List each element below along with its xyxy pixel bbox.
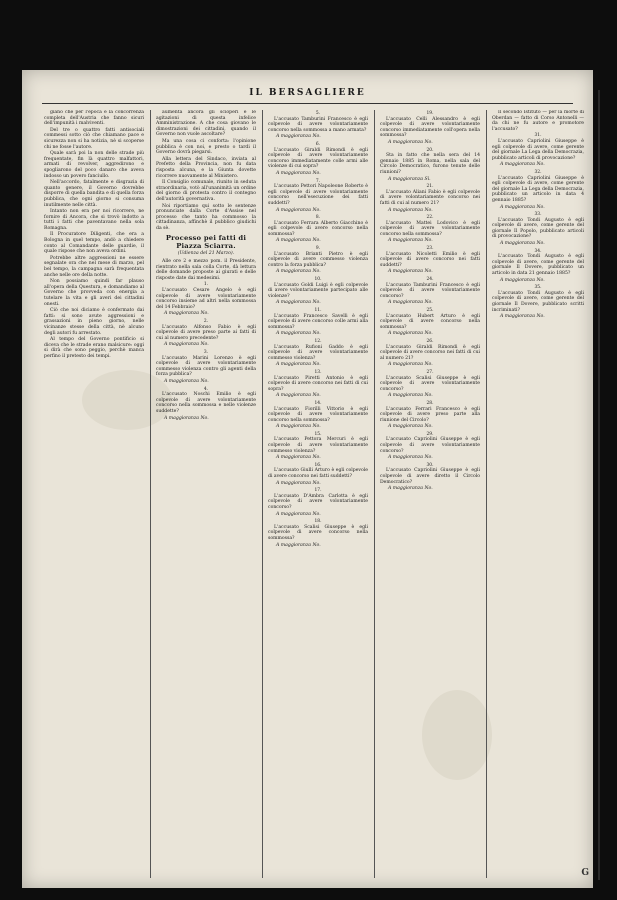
verdict-number: 34.: [534, 248, 542, 254]
verdict-question: L'accusato Brianti Pietro è egli colpevole di avere commesso violenza contro la forza pubblica?: [268, 251, 368, 268]
verdict-number: 20.: [426, 147, 434, 153]
verdict-question: L'accusato Nicoletti Emilio è egli colpevole di avere concorso nei fatti suddetti?: [380, 251, 480, 268]
paragraph: Ma una cosa ci conforta: l'opinione pubblica è con noi, e presto o tardi il Governo dovrà piegarsi.: [156, 138, 256, 156]
verdict-item: [156, 282, 256, 317]
verdict-item: [268, 401, 368, 430]
verdict-item: [380, 339, 480, 368]
column-rule: [374, 110, 375, 878]
verdict-question: L'accusato Fiorilli Vittorio è egli colpevole di avere volontariamente concorso nella sommossa?: [268, 406, 368, 423]
verdict-item: [156, 387, 256, 422]
verdict-answer: A maggioranza No.: [276, 393, 321, 399]
verdict-answer: A maggioranza No.: [388, 238, 433, 244]
verdict-number: 16.: [314, 462, 322, 468]
verdict-number: 22.: [426, 215, 434, 221]
paragraph: Del tre o quattro fatti antisociali commessi sotto ciò che chiamano pace e sicurezza non si ha notizia, nè si scoperse chi ne fosse l'autore.: [44, 127, 144, 150]
verdict-question: L'accusato Tamburini Francesco è egli colpevole di avere volontariamente concorso?: [380, 282, 480, 299]
verdict-number: 32.: [534, 169, 542, 175]
verdict-number: 19.: [426, 111, 434, 116]
column-5: [492, 110, 584, 878]
verdict-number: 8.: [315, 215, 321, 221]
column-rule: [262, 110, 263, 878]
verdict-answer: A maggioranza No.: [500, 277, 545, 283]
verdict-question: L'accusato Giraldi Rimondi è egli colpevole di avere concorso nei fatti di cui al numero 21?: [380, 344, 480, 361]
verdict-question: L'accusato Capriolini Giuseppe è egli colpevole di avere, come gerente del giornale La Lega della Democrazia, pubblicato un articolo in data 4 gennaio 1885?: [492, 175, 584, 203]
verdict-answer: A maggioranza No.: [388, 207, 433, 213]
verdict-item: [156, 319, 256, 348]
paragraph: Nell'accordo, fatalmente e disgrazia di quanto genere, il Governo dovrebbe disporre di quella bandita e di quella forza pubblica, che ogni giorno si consuma inutilmente nelle città.: [44, 180, 144, 208]
verdict-item: [268, 215, 368, 244]
column-3: [268, 110, 368, 878]
verdict-item: [380, 246, 480, 275]
verdict-item: [268, 432, 368, 461]
verdict-question: L'accusato Tondi Augusto è egli colpevole di avere, come gerente del giornale Il Popolo, pubblicato articoli di provocazione?: [492, 217, 584, 240]
paragraph: Non possiamo quindi far plauso all'opera della Questura, e domandiamo al Governo che provveda con energia a tutelare la vita e gli averi dei cittadini onesti.: [44, 279, 144, 307]
verdict-question: L'accusato Giulli Arturo è egli colpevole di avere concorso nei fatti suddetti?: [268, 468, 368, 480]
paragraph: Il Procuratore Diligenti, che era a Bologna in quel tempo, andò a chiedere conto al Comandante delle guardie, il quale rispose che non aveva ordini.: [44, 232, 144, 255]
column-2: [156, 110, 256, 878]
verdict-answer: A maggioranza No.: [276, 170, 321, 176]
verdict-answer: A maggioranza No.: [276, 134, 321, 140]
verdict-number: 15.: [314, 431, 322, 437]
article-intro: Alle ore 2 e mezzo pom. il Presidente, rientrato nella sala colla Corte, dà lettura delle domande proposte ai giurati e delle risposte date dai medesimi.: [156, 259, 256, 281]
verdict-answer: A maggioranza No.: [164, 415, 209, 421]
verdict-number: 5.: [315, 111, 321, 116]
verdict-question: L'accusato Cesare Angelo è egli colpevole di avere volontariamente concorso insieme ad altri nella sommossa del 14 Febbraio?: [156, 288, 256, 310]
paragraph: Intanto non era per noi ricorrere, ne fornire di Ancora, che si trovò indotto a tutti i fatti che paventavano nella sola Romagna.: [44, 209, 144, 231]
column-intro: Il secondo Istituto — per la morte di Oberdan — fatto di Corso Antonelli — da chi ne fu autore e promotore l'accusato?: [492, 110, 584, 132]
paragraph: Il Consiglio comunale, riunito in seduta straordinaria, votò all'unanimità un ordine del giorno di protesta contro il contegno dell'autorità governativa.: [156, 180, 256, 202]
verdict-number: 17.: [314, 488, 322, 494]
verdict-number: 31.: [534, 133, 542, 139]
scan-edge: [594, 0, 617, 900]
verdict-item: [268, 488, 368, 517]
verdict-item: [492, 170, 584, 210]
header-rule: [42, 103, 573, 104]
verdict-number: 30.: [426, 462, 434, 468]
verdict-question: L'accusato Capriolini Giuseppe è egli colpevole di avere, come gerente del giornale La Lega della Democrazia, pubblicato articoli di provocazione?: [492, 138, 584, 161]
verdict-question: L'accusato Celli Alessandro è egli colpevole di avere volontariamente concorso immediatamente coll'opera nella sommossa?: [380, 116, 480, 139]
verdict-question: Sta in fatto che nella sera del 14 gennaio 1885 in Roma, nella sala del Circolo Democratico, furono tenute delle riunioni?: [380, 153, 480, 175]
verdict-number: 4.: [203, 386, 209, 392]
paragraph: Potrebbe altre aggressioni ne essere segnalate ora che nel mese di marzo, pel bel tempo, la campagna sarà frequentata anche nelle ore della notte.: [44, 255, 144, 278]
verdict-item: [156, 350, 256, 385]
verdict-item: [268, 370, 368, 399]
article-title: Processo pei fatti di Piazza Sciarra.: [165, 234, 247, 251]
verdict-item: [380, 184, 480, 213]
verdict-question: L'accusato Tondi Augusto è egli colpevole di avere, come gerente del giornale Il Dovere, pubblicato un articolo in data 21 gennaio 1885?: [492, 254, 584, 277]
verdict-item: [380, 463, 480, 492]
verdict-question: L'accusato Scalisi Giuseppe è egli colpevole di avere concorso nella sommossa?: [268, 524, 368, 541]
verdict-answer: A maggioranza No.: [388, 139, 433, 145]
scan-edge-line: [598, 90, 600, 880]
verdict-answer: A maggioranza No.: [164, 378, 209, 384]
verdict-question: L'accusato Capriolini Giuseppe è egli colpevole di avere diretto il Circolo Democratico?: [380, 468, 480, 485]
column-1: [44, 110, 144, 878]
verdict-item: [380, 370, 480, 399]
paragraph: Quale sarà poi la non delle strade più frequentate, fin là quattro malfattori, armati di revolver, aggredirono e spogliarono del poco danaro che aveva indosso un povero fanciullo.: [44, 151, 144, 179]
verdict-question: L'accusato Noschi Emilio è egli colpevole di avere volontariamente concorso nella sommossa e nelle violenze suddette?: [156, 392, 256, 414]
verdict-question: L'accusato Giraldi Rimondi è egli colpevole di avere volontariamente concorso immediatamente colle armi alle violenze di cui sopra?: [268, 147, 368, 170]
verdict-question: L'accusato Ferrari Francesco è egli colpevole di avere preso parte alla riunione del Circolo?: [380, 406, 480, 423]
verdict-question: L'accusato D'Ambra Carlotta è egli colpevole di avere volontariamente concorso?: [268, 493, 368, 510]
verdict-number: 9.: [315, 246, 321, 252]
verdict-question: L'accusato Pettora Mercuri è egli colpevole di avere volontariamente commesso violenza?: [268, 437, 368, 454]
paragraph: giano che per l'epoca e la concorrenza completa dell'Austria che fanno sicuri dell'impunità i malviventi.: [44, 110, 144, 127]
verdict-item: [492, 285, 584, 320]
verdict-answer: A maggioranza No.: [276, 331, 321, 337]
verdict-number: 7.: [315, 178, 321, 184]
verdict-item: [492, 249, 584, 284]
verdict-question: L'accusato Ferrara Alberto Giacchino è egli colpevole di avere concorso nella sommossa?: [268, 220, 368, 237]
dateline: (Udienza del 21 Marzo).: [177, 251, 235, 257]
verdict-question: L'accusato Mattei Lodovico è egli colpevole di avere volontariamente concorso nella sommossa?: [380, 220, 480, 237]
verdict-answer: A maggioranza No.: [500, 314, 545, 320]
verdict-answer: A maggioranza No.: [388, 486, 433, 492]
verdict-number: 11.: [314, 308, 322, 313]
verdict-number: 28.: [426, 400, 434, 406]
verdict-answer: A maggioranza No.: [164, 342, 209, 348]
verdict-item: [380, 215, 480, 244]
verdict-number: 33.: [534, 212, 542, 218]
verdict-answer: A maggioranza No.: [388, 362, 433, 368]
verdict-answer: A maggioranza No.: [276, 269, 321, 275]
verdict-question: L'accusato Scalisi Giuseppe è egli colpevole di avere volontariamente concorso?: [380, 375, 480, 392]
verdict-number: 29.: [426, 431, 434, 437]
verdict-number: 13.: [314, 369, 322, 375]
verdict-number: 35.: [534, 285, 542, 291]
verdict-question: L'accusato Tamburini Francesco è egli colpevole di avere volontariamente concorso nella sommossa a mano armata?: [268, 116, 368, 133]
paragraph: Alla lettera del Sindaco, inviata al Prefetto della Provincia, non fu data risposta alcuna, e la Giunta dovette ricorrere nuovamente al Ministero.: [156, 156, 256, 179]
verdict-question: L'accusato Goldi Luigi è egli colpevole di avere volontariamente partecipato alle violenze?: [268, 282, 368, 299]
verdict-number: 14.: [314, 400, 322, 406]
newspaper-page: [22, 70, 593, 888]
verdict-answer: A maggioranza No.: [276, 238, 321, 244]
verdict-item: [380, 148, 480, 183]
verdict-answer: A maggioranza No.: [388, 300, 433, 306]
verdict-number: 23.: [426, 246, 434, 252]
verdict-number: 6.: [315, 141, 321, 147]
paragraph: Noi riportiamo qui sotto le sentenze pronunciate dalla Corte d'Assise nel processo che tanto ha commosso la cittadinanza, affinchè il pubblico giudichi da sè.: [156, 203, 256, 231]
verdict-answer: A maggioranza No.: [164, 311, 209, 317]
verdict-number: 25.: [426, 308, 434, 313]
verdict-number: 2.: [203, 319, 209, 324]
verdict-answer: A maggioranza No.: [388, 393, 433, 399]
verdict-question: L'accusato Piretti Antonio è egli colpevole di avere concorso nei fatti di cui sopra?: [268, 375, 368, 392]
verdict-answer: A maggioranza No.: [276, 480, 321, 486]
verdict-number: 18.: [314, 519, 322, 525]
verdict-item: [268, 339, 368, 368]
verdict-answer: A maggioranza Sì.: [388, 176, 431, 182]
verdict-answer: A maggioranza No.: [500, 204, 545, 210]
verdict-item: [268, 308, 368, 337]
verdict-number: 21.: [426, 184, 434, 190]
verdict-answer: A maggioranza No.: [388, 455, 433, 461]
verdict-item: [268, 277, 368, 306]
verdict-question: L'accusato Pettori Napoleone Roberto è egli colpevole di avere volontariamente concorso nell'esecuzione dei fatti suddetti?: [268, 184, 368, 206]
verdict-answer: A maggioranza No.: [388, 424, 433, 430]
verdict-item: [268, 246, 368, 275]
verdict-item: [380, 401, 480, 430]
verdict-number: 12.: [314, 338, 322, 344]
column-rule: [486, 110, 487, 878]
verdict-question: L'accusato Alfonso Fabio è egli colpevole di avere preso parte ai fatti di cui al numero precedente?: [156, 324, 256, 341]
verdict-answer: A maggioranza No.: [276, 362, 321, 368]
verdict-answer: A maggioranza No.: [276, 207, 321, 213]
verdict-item: [268, 142, 368, 177]
page-mark: G: [581, 868, 589, 878]
verdict-answer: A maggioranza No.: [500, 162, 545, 168]
verdict-answer: A maggioranza No.: [276, 424, 321, 430]
verdict-number: 1.: [203, 282, 209, 288]
verdict-number: 26.: [426, 338, 434, 344]
verdict-item: [492, 212, 584, 247]
verdict-item: [380, 111, 480, 146]
verdict-question: L'accusato Rufioni Gaddo è egli colpevole di avere volontariamente commesso violenza?: [268, 344, 368, 361]
verdict-answer: A maggioranza No.: [276, 300, 321, 306]
verdict-answer: A maggioranza No.: [500, 241, 545, 247]
verdict-question: L'accusato Marini Lorenzo è egli colpevole di avere volontariamente commesso violenza contro gli agenti della forza pubblica?: [156, 355, 256, 378]
paragraph: Ciò che noi diciamo è confermato dai fatti: si sono avute aggressioni e grassazioni in pieno giorno, nelle vicinanze stesse della città, nè alcuno degli autori fu arrestato.: [44, 308, 144, 336]
verdict-question: L'accusato Francesco Savelli è egli colpevole di avere concorso colle armi alla sommossa?: [268, 313, 368, 330]
verdict-question: L'accusato Tondi Augusto è egli colpevole di avere, come gerente del giornale Il Dovere, pubblicato scritti incriminati?: [492, 290, 584, 313]
verdict-question: L'accusato Capriolini Giuseppe è egli colpevole di avere volontariamente concorso?: [380, 437, 480, 454]
running-title: IL BERSAGLIERE: [249, 88, 366, 98]
verdict-item: [380, 432, 480, 461]
verdict-answer: A maggioranza No.: [276, 455, 321, 461]
verdict-question: L'accusato Aliani Fabio è egli colpevole di avere volontariamente concorso nei fatti di cui al numero 21?: [380, 189, 480, 206]
verdict-item: [492, 133, 584, 168]
verdict-item: [268, 111, 368, 140]
verdict-item: [268, 519, 368, 548]
column-rule: [150, 110, 151, 878]
verdict-number: 24.: [426, 277, 434, 283]
verdict-number: 10.: [314, 277, 322, 283]
verdict-item: [380, 308, 480, 337]
verdict-question: L'accusato Hubert Arturo è egli colpevole di avere concorso nella sommossa?: [380, 313, 480, 330]
paragraph: aumenta ancora gli scioperi e le agitazioni di questa infelice Amministrazione. A che cosa giovano le dimostrazioni dei cittadini, quando il Governo non vuole ascoltare?: [156, 110, 256, 138]
verdict-item: [380, 277, 480, 306]
verdict-item: [268, 179, 368, 214]
verdict-number: 3.: [203, 349, 209, 355]
verdict-answer: A maggioranza No.: [276, 511, 321, 517]
verdict-answer: A maggioranza No.: [276, 542, 321, 548]
verdict-answer: A maggioranza No.: [388, 331, 433, 337]
verdict-answer: A maggioranza No.: [388, 269, 433, 275]
verdict-item: [268, 463, 368, 486]
column-4: [380, 110, 480, 878]
verdict-number: 27.: [426, 369, 434, 375]
paragraph: Al tempo del Governo pontificio si diceva che le strade erano malsicure: oggi si dirà che sono peggio, perchè manca perfino il pretesto dei tempi.: [44, 337, 144, 359]
